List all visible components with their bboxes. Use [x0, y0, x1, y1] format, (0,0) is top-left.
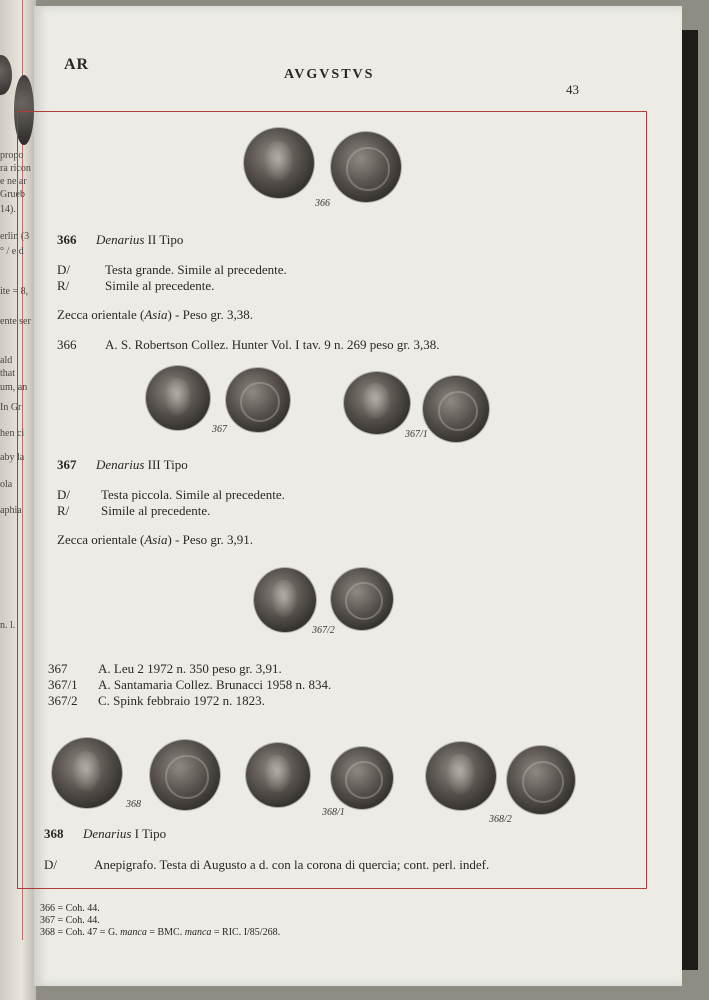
left-page-text: 14). [0, 204, 16, 215]
left-page-text: e ne ar [0, 176, 27, 187]
metal-label: AR [64, 56, 90, 73]
footnote-part: manca [120, 927, 147, 938]
entry-type: II Tipo [144, 232, 184, 247]
coin-label: 368/2 [489, 814, 512, 825]
entry-type: I Tipo [131, 826, 167, 841]
coin-368-1-obverse [246, 743, 310, 807]
obverse-description: Anepigrafo. Testa di Augusto a d. con la corona di quercia; cont. perl. indef. [94, 857, 490, 872]
left-page-text: ra ricon [0, 163, 31, 174]
coin-366-reverse [331, 132, 401, 202]
reference-number: 366 [57, 337, 77, 352]
left-page-text: aby la [0, 452, 25, 463]
coin-367-1-reverse [423, 376, 489, 442]
coin-368-obverse [52, 738, 122, 808]
coin-label: 368/1 [322, 807, 345, 818]
left-page-text: In Gr [0, 402, 22, 413]
left-page-text: Grueb [0, 189, 25, 200]
left-page-text: ald [0, 355, 13, 366]
coin-367-1-obverse [344, 372, 410, 434]
entry-368-heading [44, 826, 166, 842]
mint-text: Zecca orientale ( [57, 532, 145, 547]
mint-region: Asia [144, 532, 168, 547]
coin-label: 367/1 [405, 429, 428, 440]
coin-368-1-reverse [331, 747, 393, 809]
reference-number: 367 [48, 661, 68, 676]
footnote-part: 368 = Coh. 47 = G. [40, 927, 121, 938]
entry-title: Denarius [83, 826, 132, 841]
left-page-text: hen ci [0, 428, 25, 439]
left-page-coin [0, 55, 12, 95]
coin-367-obverse [146, 366, 210, 430]
entry-type: III Tipo [144, 457, 188, 472]
left-page-text: ente ser [0, 316, 31, 327]
reverse-label: R/ [57, 278, 70, 293]
footnote-part: = BMC. [146, 927, 185, 938]
obverse-label: D/ [57, 262, 70, 277]
footnote: 366 = Coh. 44. [40, 903, 100, 914]
coin-label: 367 [212, 424, 227, 435]
reference-number: 367/2 [48, 693, 78, 708]
coin-367-2-obverse [254, 568, 316, 632]
entry-title: Denarius [96, 457, 145, 472]
reference-number: 367/1 [48, 677, 78, 692]
coin-366-obverse [244, 128, 314, 198]
left-page-text: um, an [0, 382, 28, 393]
left-page-text: ola [0, 479, 13, 490]
footnote-part: = RIC. I/85/268. [211, 927, 281, 938]
reference-text: A. S. Robertson Collez. Hunter Vol. I tav. 9 n. 269 peso gr. 3,38. [105, 337, 440, 352]
left-page-text: ° / e d [0, 246, 24, 257]
mint-text: Zecca orientale ( [57, 307, 145, 322]
catalog-page [34, 6, 682, 986]
coin-367-2-reverse [331, 568, 393, 630]
entry-number: 367 [57, 457, 77, 472]
mint-weight: ) - Peso gr. 3,38. [167, 307, 254, 322]
coin-368-2-obverse [426, 742, 496, 810]
left-page-text: erlin (3 [0, 231, 30, 242]
reverse-description: Simile al precedente. [105, 278, 215, 293]
reverse-label: R/ [57, 503, 70, 518]
entry-title: Denarius [96, 232, 145, 247]
obverse-description: Testa grande. Simile al precedente. [105, 262, 287, 277]
coin-368-2-reverse [507, 746, 575, 814]
coin-367-reverse [226, 368, 290, 432]
reference-text: A. Leu 2 1972 n. 350 peso gr. 3,91. [98, 661, 282, 676]
obverse-label: D/ [44, 857, 57, 872]
left-page-text: that [0, 368, 15, 379]
coin-label: 368 [126, 799, 141, 810]
coin-368-reverse [150, 740, 220, 810]
obverse-label: D/ [57, 487, 70, 502]
footnote-part: manca [184, 927, 212, 938]
obverse-description: Testa piccola. Simile al precedente. [101, 487, 285, 502]
entry-367-heading [57, 457, 188, 473]
reverse-description: Simile al precedente. [101, 503, 211, 518]
page-number: 43 [566, 82, 579, 97]
left-page-text: ite = 8, [0, 286, 29, 297]
page-title: AVGVSTVS [284, 67, 375, 82]
mint-weight-line [57, 532, 253, 548]
mint-weight: ) - Peso gr. 3,91. [167, 532, 254, 547]
left-page-text: n. l. [0, 620, 16, 631]
entry-number: 366 [57, 232, 77, 247]
footnote: 367 = Coh. 44. [40, 915, 100, 926]
reference-text: C. Spink febbraio 1972 n. 1823. [98, 693, 265, 708]
left-page-text: aphia [0, 505, 22, 516]
coin-label: 366 [315, 198, 330, 209]
footnote [40, 927, 280, 938]
mint-weight-line [57, 307, 253, 323]
reference-text: A. Santamaria Collez. Brunacci 1958 n. 834. [98, 677, 332, 692]
book-spine [680, 30, 698, 970]
left-page-text: propo [0, 150, 24, 161]
coin-label: 367/2 [312, 625, 335, 636]
entry-366-heading [57, 232, 183, 248]
mint-region: Asia [144, 307, 168, 322]
entry-number: 368 [44, 826, 64, 841]
